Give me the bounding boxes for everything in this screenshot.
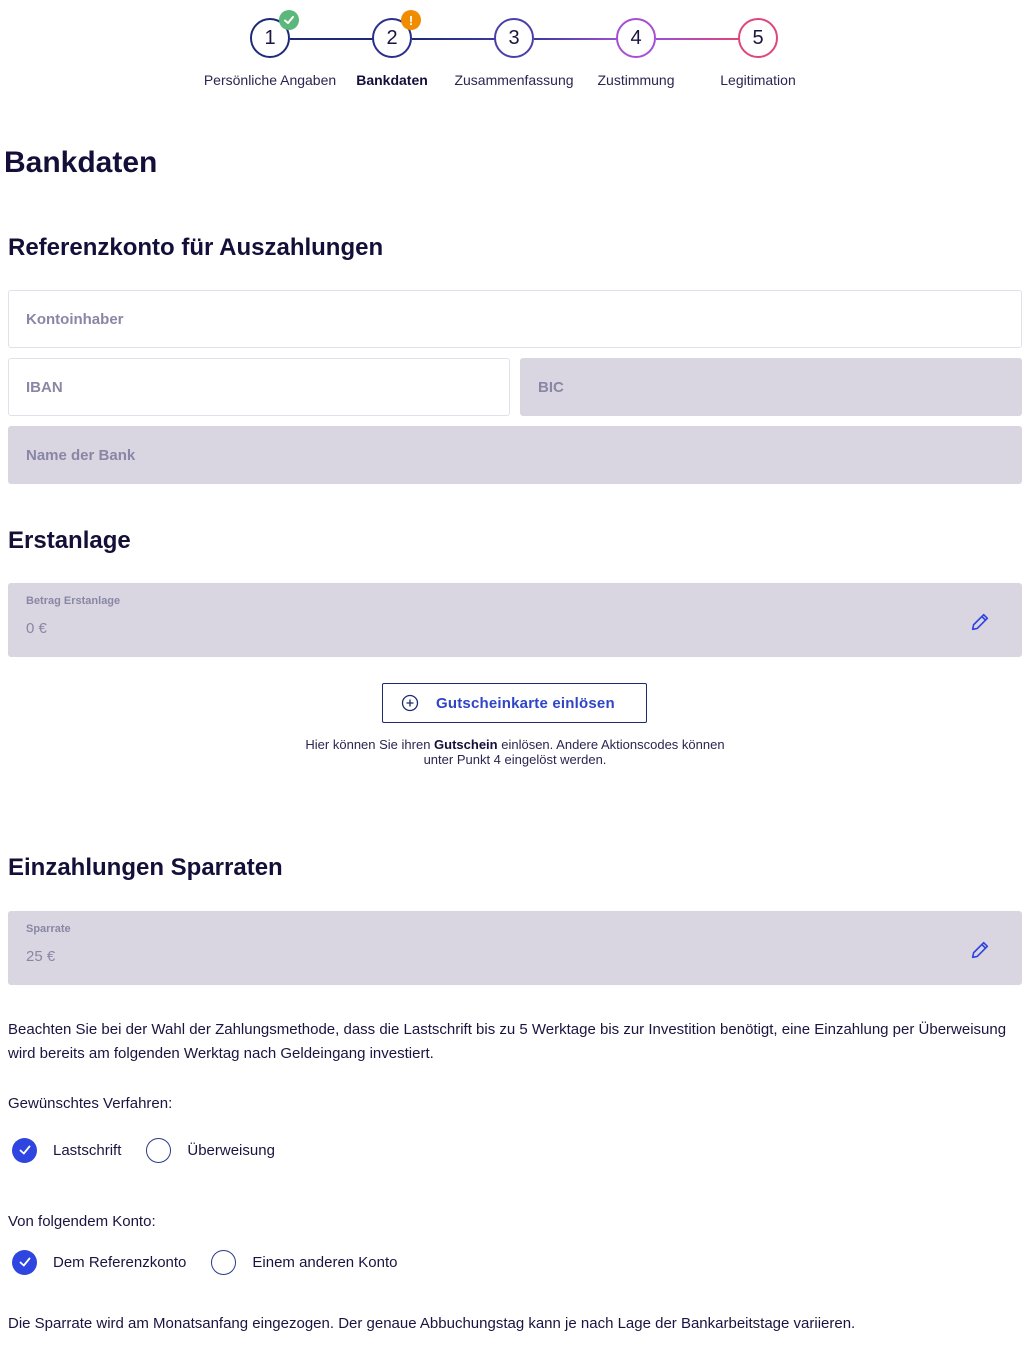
page-title: Bankdaten bbox=[4, 146, 158, 179]
step-1-label[interactable]: Persönliche Angaben bbox=[203, 72, 337, 88]
iban-field[interactable] bbox=[8, 358, 510, 416]
step-3-circle[interactable] bbox=[494, 18, 534, 58]
progress-stepper bbox=[0, 0, 1035, 100]
step-5-circle[interactable] bbox=[738, 18, 778, 58]
pencil-icon[interactable] bbox=[969, 939, 991, 961]
radio-ueberweisung-label[interactable]: Überweisung bbox=[187, 1141, 275, 1159]
bic-field bbox=[520, 358, 1022, 416]
plus-circle-icon bbox=[401, 694, 419, 712]
step-4-number: 4 bbox=[630, 26, 642, 49]
voucher-note: Hier können Sie ihren Gutschein einlösen. Andere Aktionscodes können unter Punkt 4 eingelöst werden. bbox=[305, 737, 725, 767]
savings-rate-field bbox=[8, 911, 1022, 985]
step-2-label[interactable]: Bankdaten bbox=[356, 72, 428, 88]
debit-info-text: Die Sparrate wird am Monatsanfang eingezogen. Der genaue Abbuchungstag kann je nach Lage der Bankarbeitstage variieren. bbox=[8, 1315, 856, 1332]
account-holder-field[interactable] bbox=[8, 290, 1022, 348]
account-radio-group bbox=[12, 1248, 398, 1276]
radio-ueberweisung[interactable] bbox=[146, 1138, 171, 1163]
savings-rate-label: Sparrate bbox=[26, 923, 71, 935]
pencil-icon[interactable] bbox=[969, 611, 991, 633]
step-2-number: 2 bbox=[386, 26, 398, 49]
warning-icon: ! bbox=[401, 10, 421, 30]
stepper-line-2 bbox=[412, 38, 495, 40]
radio-other-account-label[interactable]: Einem anderen Konto bbox=[252, 1253, 398, 1271]
savings-heading: Einzahlungen Sparraten bbox=[8, 854, 283, 881]
stepper-line-4 bbox=[656, 38, 739, 40]
step-4-label[interactable]: Zustimmung bbox=[597, 72, 675, 88]
bank-name-placeholder: Name der Bank bbox=[26, 446, 136, 464]
radio-lastschrift[interactable] bbox=[12, 1138, 37, 1163]
check-icon bbox=[18, 1255, 32, 1269]
step-3-label[interactable]: Zusammenfassung bbox=[454, 72, 574, 88]
check-icon bbox=[18, 1143, 32, 1157]
radio-lastschrift-label[interactable]: Lastschrift bbox=[53, 1141, 122, 1159]
method-radio-group bbox=[12, 1136, 275, 1164]
radio-reference-account[interactable] bbox=[12, 1250, 37, 1275]
step-3-number: 3 bbox=[508, 26, 520, 49]
savings-rate-value: 25 € bbox=[26, 948, 56, 965]
iban-placeholder: IBAN bbox=[26, 378, 63, 396]
check-icon bbox=[279, 10, 299, 30]
redeem-voucher-label: Gutscheinkarte einlösen bbox=[436, 694, 615, 712]
bic-placeholder: BIC bbox=[538, 378, 564, 396]
initial-amount-value: 0 € bbox=[26, 620, 47, 637]
voucher-note-bold: Gutschein bbox=[434, 737, 498, 752]
initial-investment-heading: Erstanlage bbox=[8, 527, 131, 554]
account-holder-placeholder: Kontoinhaber bbox=[26, 310, 124, 328]
stepper-line-3 bbox=[534, 38, 617, 40]
step-5-number: 5 bbox=[752, 26, 764, 49]
step-1-number: 1 bbox=[264, 26, 276, 49]
initial-amount-label: Betrag Erstanlage bbox=[26, 595, 121, 607]
step-4-circle[interactable] bbox=[616, 18, 656, 58]
reference-account-heading: Referenzkonto für Auszahlungen bbox=[8, 234, 384, 261]
stepper-line-1 bbox=[290, 38, 373, 40]
step-5-label[interactable]: Legitimation bbox=[720, 72, 796, 88]
account-label: Von folgendem Konto: bbox=[8, 1213, 156, 1230]
bank-name-field bbox=[8, 426, 1022, 484]
payment-info-text: Beachten Sie bei der Wahl der Zahlungsmethode, dass die Lastschrift bis zu 5 Werktage bis zur Investition benötigt, eine Einzahlung per Überweisung wird bereits am folgenden Werktag nach Geldeingang investiert. bbox=[8, 1021, 1007, 1062]
redeem-voucher-button[interactable] bbox=[382, 683, 647, 723]
radio-reference-account-label[interactable]: Dem Referenzkonto bbox=[53, 1253, 187, 1271]
initial-amount-field bbox=[8, 583, 1022, 657]
radio-other-account[interactable] bbox=[211, 1250, 236, 1275]
method-label: Gewünschtes Verfahren: bbox=[8, 1095, 173, 1112]
